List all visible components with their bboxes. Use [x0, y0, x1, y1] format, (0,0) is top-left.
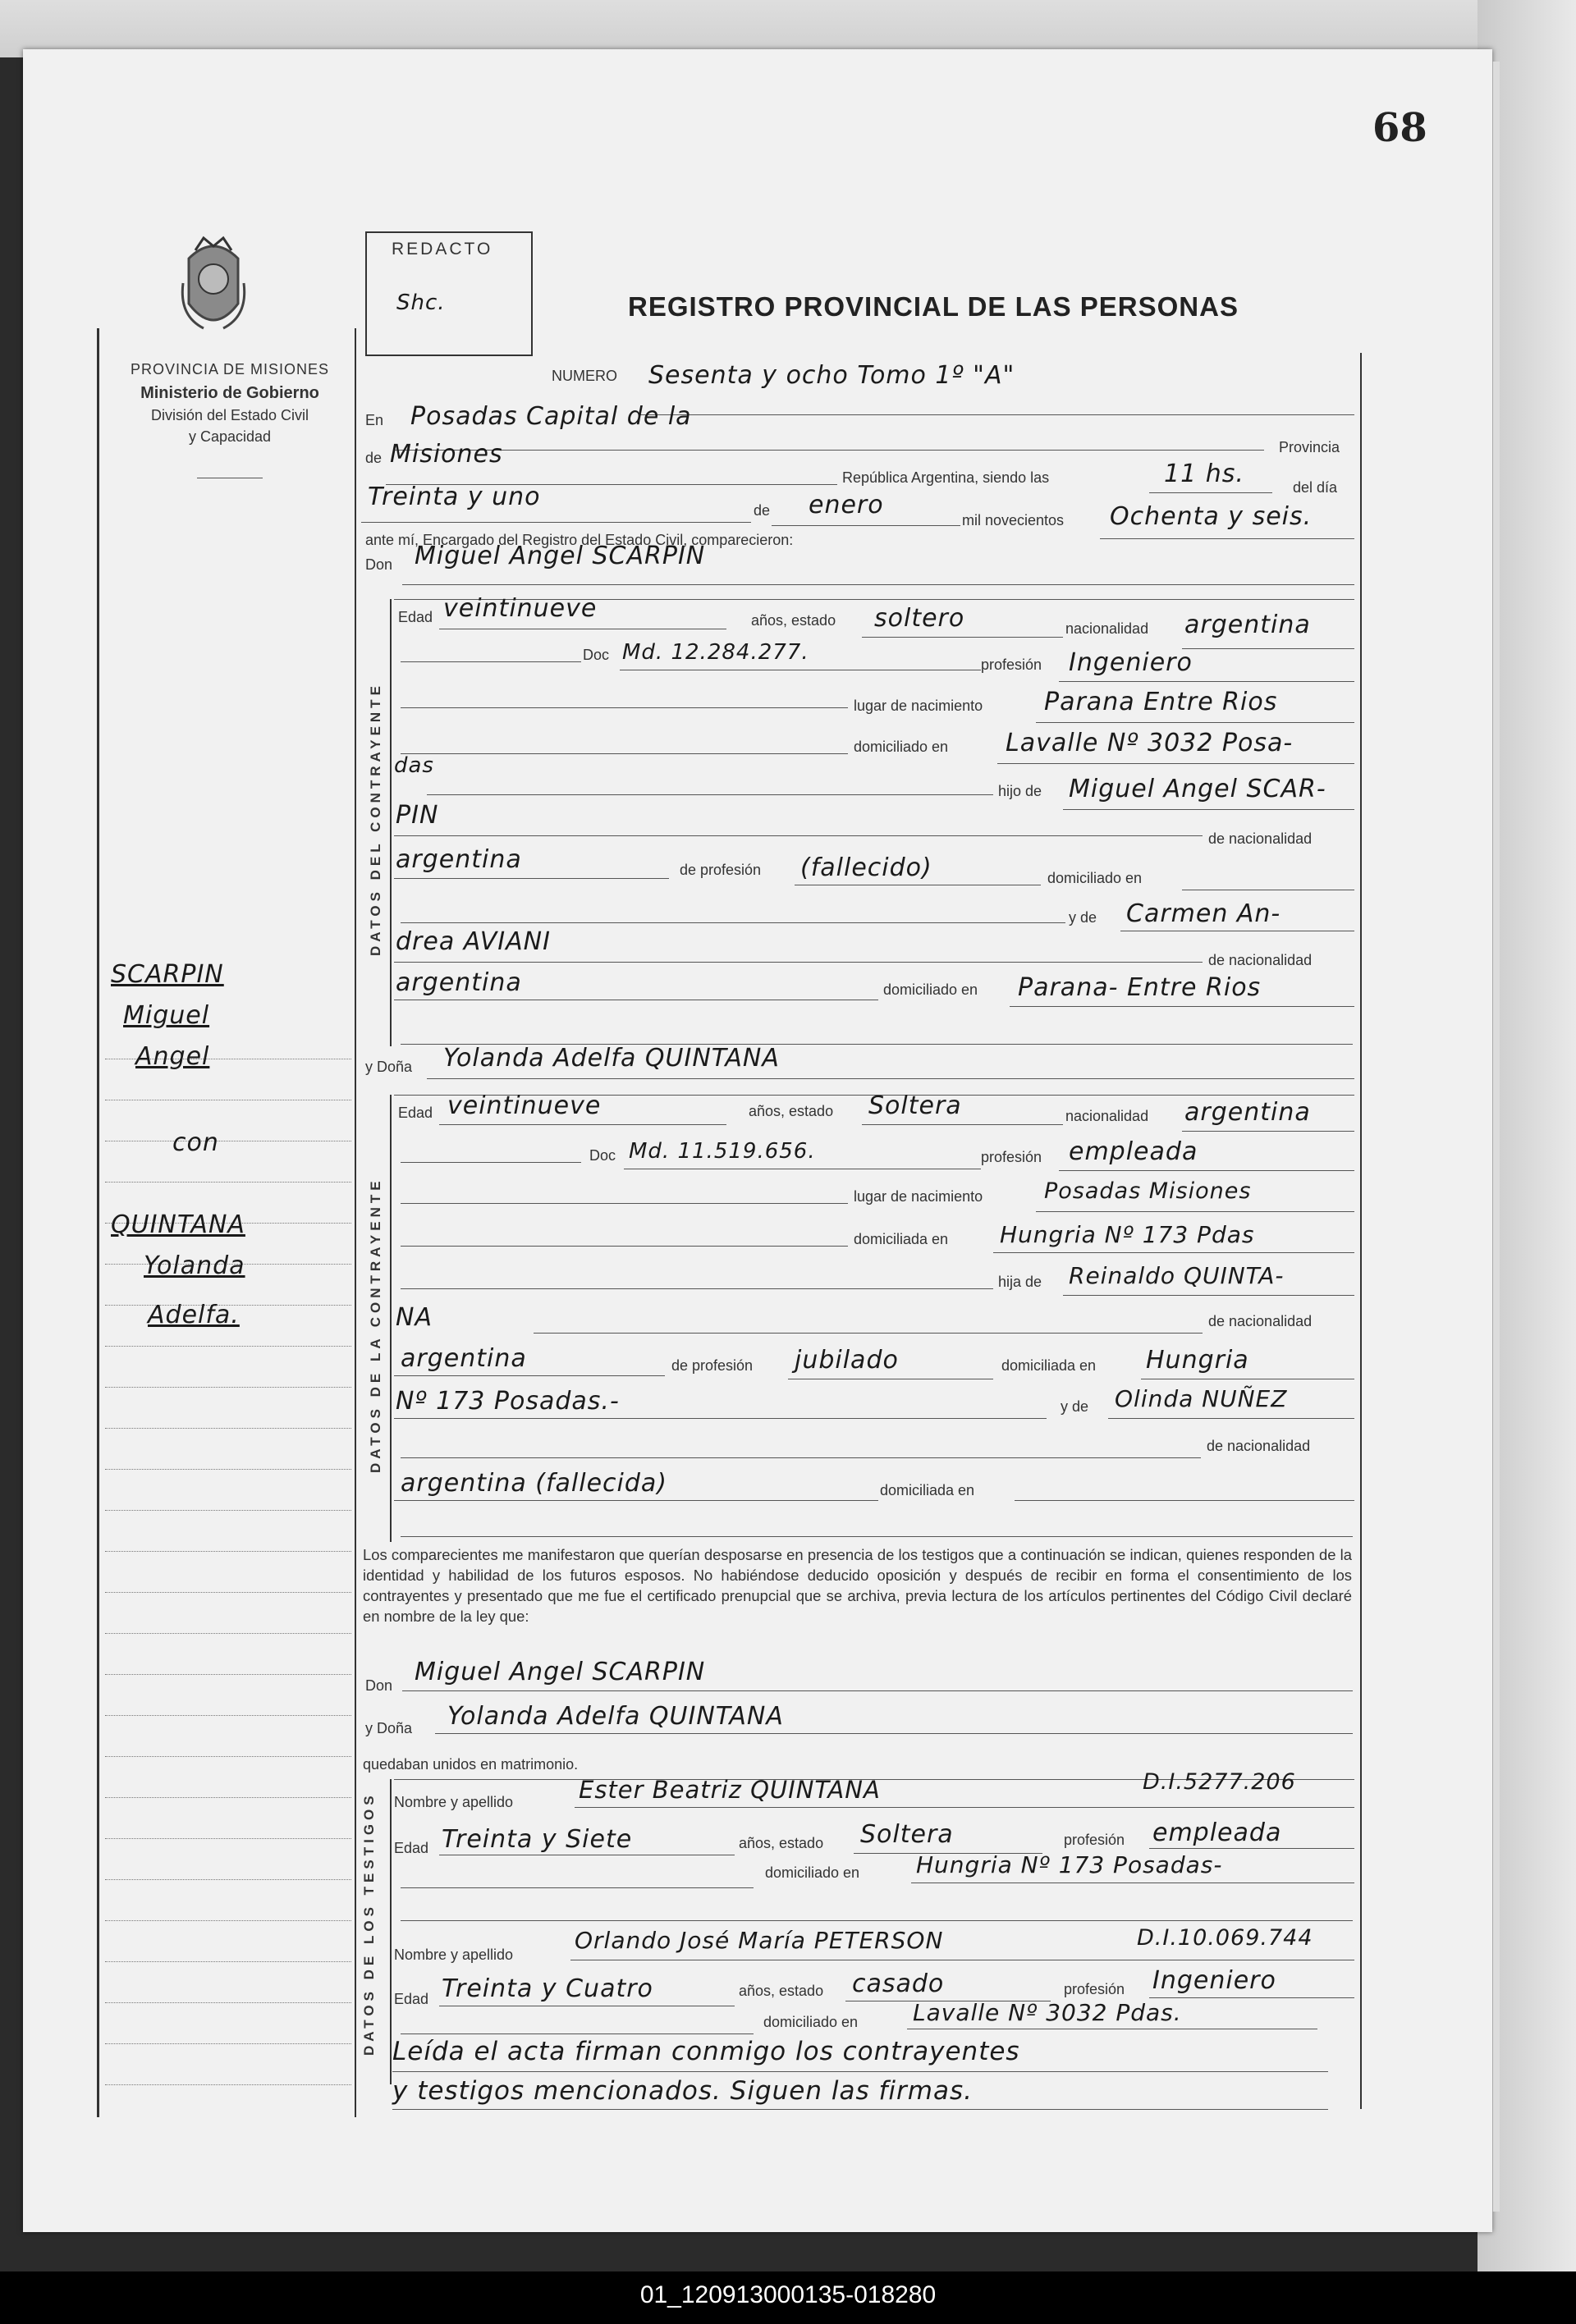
don-label: Don	[365, 556, 393, 573]
groom-doc-label: Doc	[583, 647, 610, 663]
witness2-prof-line	[1149, 1997, 1354, 1998]
witness1-di: D.I.5277.206	[1143, 1769, 1296, 1795]
groom-madre-nac: argentina	[396, 968, 522, 997]
groom-madre: Carmen An-	[1126, 899, 1281, 928]
groom-prof-label: profesión	[981, 656, 1042, 673]
bride-padre-cont: NA	[396, 1303, 433, 1332]
bride-prof-label: profesión	[981, 1149, 1042, 1165]
groom-padre-nac: argentina	[396, 845, 522, 874]
witness1-prof-label: profesión	[1064, 1832, 1125, 1848]
groom-padre-prof: (fallecido)	[800, 853, 932, 882]
bride-estado: Soltera	[868, 1091, 962, 1120]
republica-label: República Argentina, siendo las	[842, 469, 1050, 486]
bride-nac-line	[1182, 1131, 1354, 1132]
hora-value: 11 hs.	[1164, 460, 1244, 488]
groom-dom-label: domiciliado en	[854, 739, 949, 755]
witness2-name-label: Nombre y apellido	[394, 1947, 514, 1963]
groom-padre-cont: PIN	[396, 801, 439, 830]
groom-estado-label: años, estado	[751, 612, 836, 629]
groom-padre: Miguel Angel SCAR-	[1069, 775, 1326, 803]
bride-padre-prof-label: de profesión	[671, 1357, 754, 1374]
groom-madre-dom-label: domiciliado en	[883, 981, 978, 998]
witness-box-left	[390, 1779, 392, 2084]
declaration-groom: Miguel Angel SCARPIN	[415, 1658, 706, 1686]
groom-side-label: DATOS DEL CONTRAYENTE	[368, 682, 383, 956]
bride-padre-dom: Hungria	[1146, 1346, 1249, 1375]
groom-edad-label: Edad	[398, 609, 433, 625]
groom-lugar-nac: Parana Entre Rios	[1044, 688, 1278, 716]
groom-nac-label: nacionalidad	[1065, 620, 1149, 637]
coat-of-arms-emblem	[179, 234, 248, 341]
groom-profesion: Ingeniero	[1069, 648, 1193, 677]
bride-lugar-pre-line	[401, 1203, 848, 1204]
footer-bar	[0, 2271, 1576, 2324]
groom-madre-label: y de	[1069, 909, 1097, 926]
bride-lugar-line	[1036, 1211, 1354, 1212]
margin-name-given-bride-1: Yolanda	[144, 1251, 245, 1280]
groom-nac-line	[1182, 648, 1354, 649]
margin-name-surname-groom: SCARPIN	[111, 960, 224, 989]
witness2-di: D.I.10.069.744	[1137, 1925, 1313, 1951]
main-left-border	[355, 328, 356, 2117]
witness1-prof-line	[1149, 1848, 1354, 1849]
bride-blank-line	[401, 1536, 1353, 1537]
witness1-domicilio: Hungria Nº 173 Posadas-	[916, 1851, 1223, 1878]
groom-estado: soltero	[874, 604, 965, 633]
groom-hijo-pre-line	[427, 794, 993, 795]
del-dia-label: del día	[1293, 479, 1338, 496]
groom-name: Miguel Angel SCARPIN	[415, 542, 706, 570]
stamp-initials: Shc.	[396, 290, 446, 315]
bride-padre-nac-label: de nacionalidad	[1208, 1313, 1313, 1329]
bride-padre-dom-cont-line	[394, 1418, 1047, 1419]
org-capacity: y Capacidad	[188, 428, 272, 445]
bride-hija-label: hija de	[998, 1274, 1042, 1290]
numero-label: NUMERO	[552, 368, 617, 384]
bride-lugar-nac: Posadas Misiones	[1044, 1178, 1252, 1204]
closing-line-2-rule	[392, 2109, 1328, 2110]
groom-hijo-label: hijo de	[998, 783, 1042, 799]
quedaban-text: quedaban unidos en matrimonio.	[363, 1756, 579, 1773]
groom-padre-nac-label: de nacionalidad	[1208, 830, 1313, 847]
footer-id: 01_120913000135-018280	[639, 2281, 937, 2308]
mes-value: enero	[809, 491, 884, 519]
ante-mi-text: ante mí, Encargado del Registro del Estado Civil, comparecieron:	[365, 532, 794, 548]
mil-label: mil novecientos	[962, 512, 1065, 528]
groom-padre-nac-line	[394, 878, 669, 879]
numero-line	[640, 414, 1354, 415]
bride-padre-nac-line	[394, 1375, 665, 1376]
witness2-edad-label: Edad	[394, 1991, 429, 2007]
closing-line-1: Leída el acta firman conmigo los contrayentes	[392, 2037, 1020, 2066]
declaration-paragraph: Los comparecientes me manifestaron que querían desposarse en presencia de los testigos que a continuación se indican, quienes responden de la identidad y habilidad de los futuros esposos. No habiéndose deducido oposición y después de recibir en forma el consentimiento de los contrayentes y presentado que me fue el certificado prenupcial que se archiva, previa lectura de los artículos pertinentes del Código Civil declaré en nombre de la ley que:	[363, 1546, 1352, 1625]
bride-padre-cont-line	[534, 1333, 1203, 1334]
declaration-groom-line	[402, 1690, 1353, 1691]
bride-madre-nac-label: de nacionalidad	[1207, 1438, 1311, 1454]
witness1-profesion: empleada	[1152, 1818, 1282, 1847]
bride-estado-label: años, estado	[749, 1103, 834, 1119]
witness1-blank-line	[401, 1920, 1353, 1921]
bride-padre-dom-cont: Nº 173 Posadas.-	[396, 1387, 620, 1416]
bride-doc-label: Doc	[589, 1147, 616, 1164]
witness1-edad: Treinta y Siete	[442, 1825, 633, 1854]
declaration-dona-label: y Doña	[365, 1720, 413, 1736]
margin-name-surname-bride: QUINTANA	[111, 1210, 245, 1239]
bride-madre-nac: argentina (fallecida)	[401, 1469, 667, 1498]
groom-madre-dom: Parana- Entre Rios	[1018, 973, 1262, 1002]
witness1-dom-pre-line	[401, 1887, 754, 1888]
bride-name: Yolanda Adelfa QUINTANA	[443, 1044, 780, 1073]
witness2-estado: casado	[852, 1969, 945, 1998]
groom-domicilio-cont: das	[394, 753, 434, 778]
witness1-name-line	[575, 1807, 1354, 1808]
org-ministry: Ministerio de Gobierno	[140, 384, 319, 402]
groom-domicilio: Lavalle Nº 3032 Posa-	[1006, 729, 1294, 757]
groom-madre-cont-line	[394, 962, 1203, 963]
bride-lugar-label: lugar de nacimiento	[854, 1188, 983, 1205]
groom-padre-cont-line	[394, 835, 1203, 836]
bride-doc-pre-line	[401, 1162, 581, 1163]
main-right-border	[1360, 353, 1362, 2109]
bride-madre-dom-line	[1015, 1500, 1354, 1501]
bride-nac-label: nacionalidad	[1065, 1108, 1149, 1124]
groom-nacionalidad: argentina	[1184, 611, 1311, 639]
witness1-estado: Soltera	[860, 1820, 954, 1849]
witness2-domicilio: Lavalle Nº 3032 Pdas.	[913, 1999, 1182, 2026]
groom-madre-cont: drea AVIANI	[396, 927, 551, 956]
margin-name-given-groom-2: Angel	[135, 1042, 210, 1071]
groom-padre-prof-label: de profesión	[680, 862, 762, 878]
closing-line-2: y testigos mencionados. Siguen las firmas.	[392, 2076, 973, 2106]
mes-line	[772, 525, 960, 526]
de-label: de	[365, 450, 383, 466]
bride-nacionalidad: argentina	[1184, 1098, 1311, 1127]
groom-doc-pre-line	[401, 661, 581, 662]
org-province: PROVINCIA DE MISIONES	[130, 361, 330, 377]
lugar-value: Posadas Capital de la	[410, 402, 692, 431]
witness2-prof-label: profesión	[1064, 1981, 1125, 1997]
anio-line	[1100, 538, 1354, 539]
groom-box-left	[390, 599, 392, 1046]
bride-edad: veintinueve	[447, 1091, 602, 1120]
declaration-don-label: Don	[365, 1677, 393, 1694]
bride-name-line	[427, 1078, 1354, 1079]
en-label: En	[365, 412, 384, 428]
bride-madre-pre-line	[401, 1457, 1201, 1458]
bride-domicilio: Hungria Nº 173 Pdas	[1000, 1221, 1255, 1248]
bride-padre: Reinaldo QUINTA-	[1069, 1262, 1285, 1289]
bride-side-label: DATOS DE LA CONTRAYENTE	[368, 1177, 383, 1473]
bride-padre-line	[1063, 1295, 1354, 1296]
lugar-line	[394, 450, 1264, 451]
bride-dom-pre-line	[401, 1246, 848, 1247]
bride-madre-dom-label: domiciliada en	[880, 1482, 975, 1498]
witness2-dom-label: domiciliado en	[763, 2014, 859, 2030]
groom-name-line	[402, 584, 1354, 585]
redacto-stamp	[365, 231, 533, 356]
page-number: 68	[1372, 105, 1427, 151]
groom-prof-line	[1059, 681, 1354, 682]
witness2-profesion: Ingeniero	[1152, 1966, 1276, 1995]
witness1-edad-label: Edad	[394, 1840, 429, 1856]
hora-line	[1149, 492, 1272, 493]
org-division: División del Estado Civil	[150, 407, 309, 423]
declaration-bride: Yolanda Adelfa QUINTANA	[447, 1702, 784, 1731]
bride-dom-line	[993, 1252, 1354, 1253]
numero-value: Sesenta y ocho Tomo 1º "A"	[648, 361, 1015, 390]
groom-lugar-line	[1036, 722, 1354, 723]
page-edge	[1492, 62, 1500, 2212]
witness1-estado-label: años, estado	[739, 1835, 824, 1851]
left-margin-border	[97, 328, 99, 2117]
bride-estado-line	[862, 1124, 1063, 1125]
margin-name-given-groom-1: Miguel	[123, 1001, 210, 1030]
dia-value: Treinta y uno	[368, 483, 541, 511]
bride-edad-line	[439, 1124, 726, 1125]
witness2-estado-label: años, estado	[739, 1983, 824, 1999]
groom-dom-line	[997, 763, 1354, 764]
provincia-value: Misiones	[390, 440, 503, 469]
stamp-title: REDACTO	[392, 240, 493, 258]
groom-dom-pre-line	[401, 753, 848, 754]
bride-madre-label: y de	[1061, 1398, 1089, 1415]
provincia-label: Provincia	[1279, 439, 1340, 455]
witness2-name: Orlando José María PETERSON	[575, 1927, 944, 1954]
margin-name-con: con	[172, 1128, 219, 1157]
groom-edad: veintinueve	[443, 594, 598, 623]
bride-profesion: empleada	[1069, 1137, 1198, 1166]
bride-hija-pre-line	[401, 1288, 993, 1289]
de-mes-label: de	[754, 502, 771, 519]
bride-madre-line	[1108, 1418, 1354, 1419]
bride-padre-nac: argentina	[401, 1344, 527, 1373]
closing-line-1-rule	[392, 2071, 1328, 2072]
groom-madre-dom-line	[1010, 1006, 1354, 1007]
dia-line	[361, 522, 751, 523]
groom-madre-nac-label: de nacionalidad	[1208, 952, 1313, 968]
groom-doc: Md. 12.284.277.	[622, 640, 809, 665]
anio-value: Ochenta y seis.	[1110, 502, 1313, 531]
margin-name-given-bride-2: Adelfa.	[148, 1301, 240, 1329]
bride-padre-dom-label: domiciliada en	[1001, 1357, 1097, 1374]
dona-label: y Doña	[365, 1059, 413, 1075]
bride-dom-label: domiciliada en	[854, 1231, 949, 1247]
groom-estado-line	[862, 637, 1063, 638]
groom-lugar-label: lugar de nacimiento	[854, 698, 983, 714]
bride-prof-line	[1059, 1170, 1354, 1171]
witness1-name-label: Nombre y apellido	[394, 1794, 514, 1810]
groom-madre-pre-line	[401, 922, 1065, 923]
bride-padre-prof: jubilado	[795, 1346, 899, 1375]
declaration-bride-line	[435, 1733, 1353, 1734]
bride-edad-label: Edad	[398, 1105, 433, 1121]
groom-padre-dom-label: domiciliado en	[1047, 870, 1143, 886]
witness1-name: Ester Beatriz QUINTANA	[579, 1776, 881, 1804]
bride-madre: Olinda NUÑEZ	[1115, 1385, 1288, 1412]
bride-madre-nac-line	[394, 1500, 878, 1501]
document-title: REGISTRO PROVINCIAL DE LAS PERSONAS	[628, 291, 1239, 322]
bride-doc: Md. 11.519.656.	[629, 1139, 816, 1164]
bride-box-left	[390, 1095, 392, 1542]
witness-side-label: DATOS DE LOS TESTIGOS	[361, 1791, 377, 2056]
witness1-dom-label: domiciliado en	[765, 1864, 860, 1881]
witness2-edad: Treinta y Cuatro	[442, 1974, 653, 2003]
groom-lugar-pre-line	[401, 707, 848, 708]
groom-padre-line	[1063, 809, 1354, 810]
